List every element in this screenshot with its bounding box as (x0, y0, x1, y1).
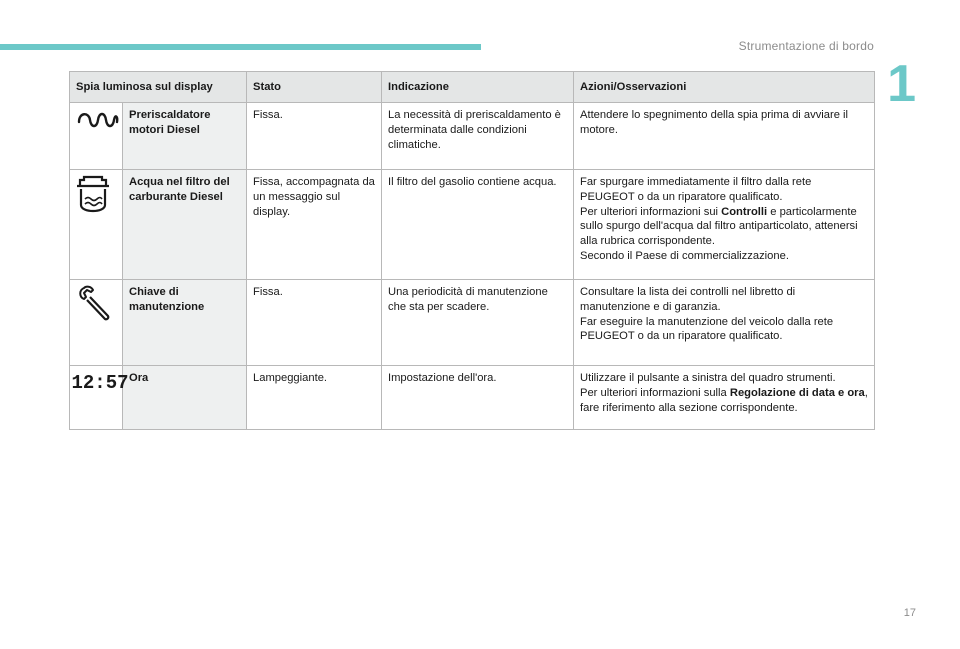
azioni-cell (574, 366, 875, 430)
azioni-line: Far eseguire la manutenzione del veicolo dalla rete PEUGEOT o da un riparatore qualificato. (580, 315, 834, 343)
azioni-line: Far spurgare immediatamente il filtro dalla rete PEUGEOT o da un riparatore qualificato. (580, 176, 812, 203)
stato-cell: Fissa. (247, 103, 382, 170)
azioni-cell (574, 170, 875, 280)
glow-plug-icon (76, 108, 120, 137)
icon-cell (70, 103, 123, 170)
section-title: Strumentazione di bordo (738, 39, 874, 53)
azioni-ref-regolazione: Regolazione di data e ora (729, 386, 865, 399)
light-name: Ora (123, 366, 247, 430)
column-header-stato: Stato (247, 72, 382, 103)
azioni-text: , fare riferimento alla sezione corrispondente. (580, 386, 868, 414)
column-header-azioni: Azioni/Osservazioni (574, 72, 875, 103)
icon-cell (70, 280, 123, 366)
column-header-spia: Spia luminosa sul display (70, 72, 247, 103)
page-number: 17 (903, 607, 916, 619)
light-name: Chiave di manutenzione (123, 280, 247, 366)
table-row (70, 103, 875, 170)
azioni-text: Per ulteriori informazioni sui (580, 205, 722, 218)
clock-display-icon (71, 371, 129, 398)
azioni-text: e particolarmente sullo spurgo dell'acqua dal filtro antiparticolato, attenersi alla rubrica corrispondente. (580, 205, 858, 248)
icon-cell (70, 170, 123, 280)
table-row (70, 366, 875, 430)
azioni-line: Secondo il Paese di commercializzazione. (580, 249, 789, 262)
azioni-text: Per ulteriori informazioni sulla (580, 386, 730, 399)
table-header-row (70, 72, 875, 103)
clock-display-digits: 12:57 (71, 372, 129, 394)
stato-cell: Fissa, accompagnata da un messaggio sul display. (247, 170, 382, 280)
table-row (70, 170, 875, 280)
azioni-ref-controlli: Controlli (721, 205, 768, 218)
azioni-line (580, 386, 868, 416)
light-name: Acqua nel filtro del carburante Diesel (123, 170, 247, 280)
warning-lights-table (69, 71, 875, 430)
top-accent-bar (0, 44, 481, 50)
light-name: Preriscaldatore motori Diesel (123, 103, 247, 170)
stato-cell: Lampeggiante. (247, 366, 382, 430)
azioni-cell (574, 280, 875, 366)
wrench-icon (76, 285, 112, 326)
azioni-line: Consultare la lista dei controlli nel libretto di manutenzione e di garanzia. (580, 286, 796, 313)
stato-cell: Fissa. (247, 280, 382, 366)
indicazione-cell: Una periodicità di manutenzione che sta per scadere. (382, 280, 574, 366)
indicazione-cell: Impostazione dell'ora. (382, 366, 574, 430)
water-in-fuel-icon (76, 175, 110, 220)
indicazione-cell: Il filtro del gasolio contiene acqua. (382, 170, 574, 280)
chapter-number: 1 (887, 55, 916, 113)
column-header-indicazione: Indicazione (382, 72, 574, 103)
icon-cell (70, 366, 129, 430)
indicazione-cell: La necessità di preriscaldamento è determinata dalle condizioni climatiche. (382, 103, 574, 170)
table-row (70, 280, 875, 366)
azioni-cell: Attendere lo spegnimento della spia prima di avviare il motore. (574, 103, 875, 170)
azioni-line: Utilizzare il pulsante a sinistra del quadro strumenti. (580, 372, 836, 384)
azioni-line (580, 205, 868, 249)
